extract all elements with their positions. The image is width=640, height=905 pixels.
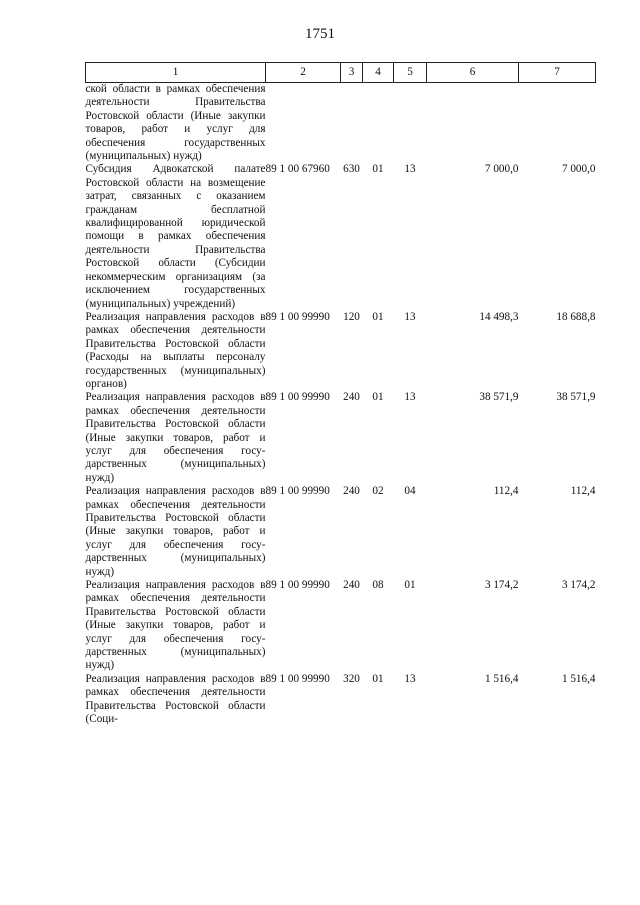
- table-row: [86, 311, 596, 391]
- row-code: [266, 83, 341, 164]
- row-pr: [394, 83, 427, 164]
- row-amount-2: 3 174,2: [561, 579, 596, 592]
- column-header: 1: [86, 63, 266, 83]
- row-amount-1: 3 174,2: [484, 579, 519, 592]
- row-vr: 240: [343, 485, 360, 498]
- row-amount-1: 14 498,3: [479, 310, 519, 323]
- row-code: 89 1 00 67960: [265, 163, 330, 176]
- column-header: 7: [519, 63, 596, 83]
- row-amount-2: 1 516,4: [561, 672, 596, 685]
- row-code: 89 1 00 99990: [265, 485, 330, 498]
- row-amount-1: 38 571,9: [479, 391, 519, 404]
- row-rz: 08: [372, 579, 384, 592]
- row-rz: 01: [372, 391, 384, 404]
- table-header-row: [86, 63, 596, 83]
- table-row: [86, 673, 596, 727]
- column-header: 6: [427, 63, 519, 83]
- row-amount-1: 7 000,0: [484, 163, 519, 176]
- row-vr: [341, 83, 363, 164]
- row-pr: 01: [404, 579, 416, 592]
- row-vr: 320: [343, 672, 360, 685]
- table-row: [86, 485, 596, 579]
- row-description: Субсидия Адвокатской палате Ростовской области на возмещение затрат, связанных с оказанием гражданам бесплатной квалифицированной юридической помощи в рамках обеспечения деятельности Правительства Ростовской области (Субсидии некоммерческим организациям (за исключением государственных (муниципальных) учреждений): [85, 163, 266, 310]
- budget-table: [85, 62, 596, 727]
- row-code: 89 1 00 99990: [265, 672, 330, 685]
- row-rz: 01: [372, 310, 384, 323]
- row-description: Реализация направления расходов в рамках обеспечения деятельности Правительства Ростовской области (Расходы на выплаты персоналу государственных (муниципальных) органов): [85, 310, 266, 390]
- row-vr: 240: [343, 391, 360, 404]
- row-description: Реализация направления расходов в рамках обеспечения деятельности Правительства Ростовской области (Соци-: [85, 672, 266, 726]
- row-pr: 13: [404, 163, 416, 176]
- row-amount-2: [519, 83, 596, 164]
- table-row: [86, 83, 596, 164]
- column-header: 4: [363, 63, 394, 83]
- row-amount-2: 38 571,9: [556, 391, 596, 404]
- row-rz: 01: [372, 672, 384, 685]
- row-amount-2: 112,4: [570, 485, 596, 498]
- row-pr: 13: [404, 672, 416, 685]
- row-pr: 13: [404, 391, 416, 404]
- row-vr: 120: [343, 310, 360, 323]
- row-description: Реализация направления расходов в рамках обеспечения деятельности Правительства Ростовской области (Иные закупки товаров, работ и услуг для обеспечения государственных (муниципальных) нужд): [85, 391, 266, 484]
- row-amount-2: 7 000,0: [561, 163, 596, 176]
- row-vr: 240: [343, 579, 360, 592]
- row-pr: 13: [404, 310, 416, 323]
- row-code: 89 1 00 99990: [265, 391, 330, 404]
- row-code: 89 1 00 99990: [265, 310, 330, 323]
- column-header: 5: [394, 63, 427, 83]
- row-pr: 04: [404, 485, 416, 498]
- row-description: ской области в рамках обеспечения деятельности Правительства Ростовской области (Иные закупки товаров, работ и услуг для обеспечения государственных (муниципальных) нужд): [85, 83, 266, 163]
- row-description: Реализация направления расходов в рамках обеспечения деятельности Правительства Ростовской области (Иные закупки товаров, работ и услуг для обеспечения государственных (муниципальных) нужд): [85, 485, 266, 578]
- table-row: [86, 391, 596, 485]
- row-amount-1: 1 516,4: [484, 672, 519, 685]
- row-description: Реализация направления расходов в рамках обеспечения деятельности Правительства Ростовской области (Иные закупки товаров, работ и услуг для обеспечения государственных (муниципальных) нужд): [85, 579, 266, 672]
- row-rz: 02: [372, 485, 384, 498]
- row-rz: [363, 83, 394, 164]
- row-code: 89 1 00 99990: [265, 579, 330, 592]
- column-header: 2: [266, 63, 341, 83]
- row-amount-2: 18 688,8: [556, 310, 596, 323]
- column-header: 3: [341, 63, 363, 83]
- row-amount-1: [427, 83, 519, 164]
- row-rz: 01: [372, 163, 384, 176]
- page-number: 1751: [305, 26, 335, 42]
- row-amount-1: 112,4: [493, 485, 519, 498]
- table-row: [86, 163, 596, 310]
- row-vr: 630: [343, 163, 360, 176]
- table-row: [86, 579, 596, 673]
